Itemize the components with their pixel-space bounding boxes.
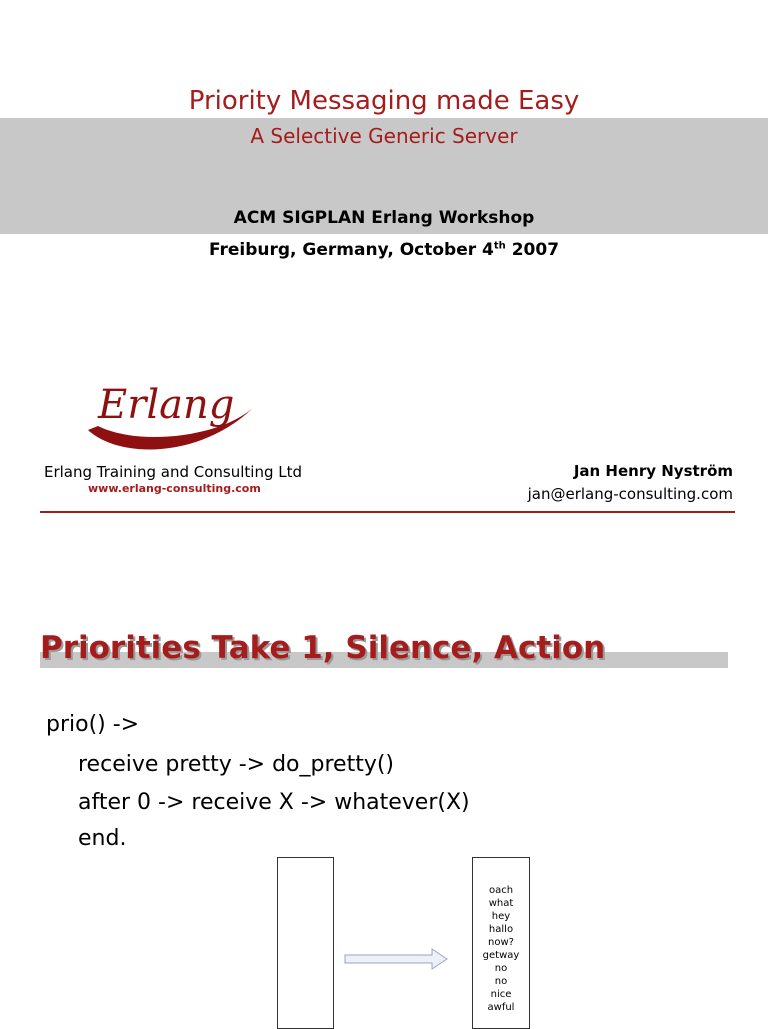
message-item: now?	[488, 937, 514, 948]
slide2-title: Priorities Take 1, Silence, Action	[40, 630, 606, 666]
message-item: no	[494, 976, 508, 987]
slide-subtitle: A Selective Generic Server	[250, 124, 518, 148]
message-list	[473, 884, 529, 1014]
message-item: hey	[491, 911, 511, 922]
message-item: oach	[488, 885, 514, 896]
message-item: getway	[482, 950, 520, 961]
message-item: what	[488, 898, 514, 909]
place-sup: th	[493, 240, 506, 252]
slide-title: Priority Messaging made Easy	[188, 86, 580, 116]
code-line: prio() ->	[46, 712, 140, 737]
message-item: awful	[487, 1002, 515, 1013]
message-item: nice	[490, 989, 512, 1000]
company-url: www.erlang-consulting.com	[88, 482, 261, 495]
priority-queue-box	[277, 857, 334, 1029]
code-line: receive pretty -> do_pretty()	[78, 752, 395, 777]
workshop-name: ACM SIGPLAN Erlang Workshop	[233, 208, 535, 228]
divider	[40, 511, 735, 513]
code-line: after 0 -> receive X -> whatever(X)	[78, 790, 470, 815]
author-email: jan@erlang-consulting.com	[527, 485, 733, 503]
company-name: Erlang Training and Consulting Ltd	[44, 463, 302, 481]
author-name: Jan Henry Nyström	[573, 462, 733, 480]
logo-text: Erlang	[98, 382, 235, 428]
message-queue-box	[472, 857, 530, 1029]
message-item: no	[494, 963, 508, 974]
arrow-right-icon	[344, 948, 449, 970]
place-year: 2007	[505, 240, 560, 260]
code-line: end.	[78, 826, 127, 851]
place-prefix: Freiburg, Germany, October 4	[208, 240, 494, 260]
event-place-date	[0, 240, 768, 260]
erlang-logo	[78, 368, 263, 464]
message-item: hallo	[488, 924, 514, 935]
